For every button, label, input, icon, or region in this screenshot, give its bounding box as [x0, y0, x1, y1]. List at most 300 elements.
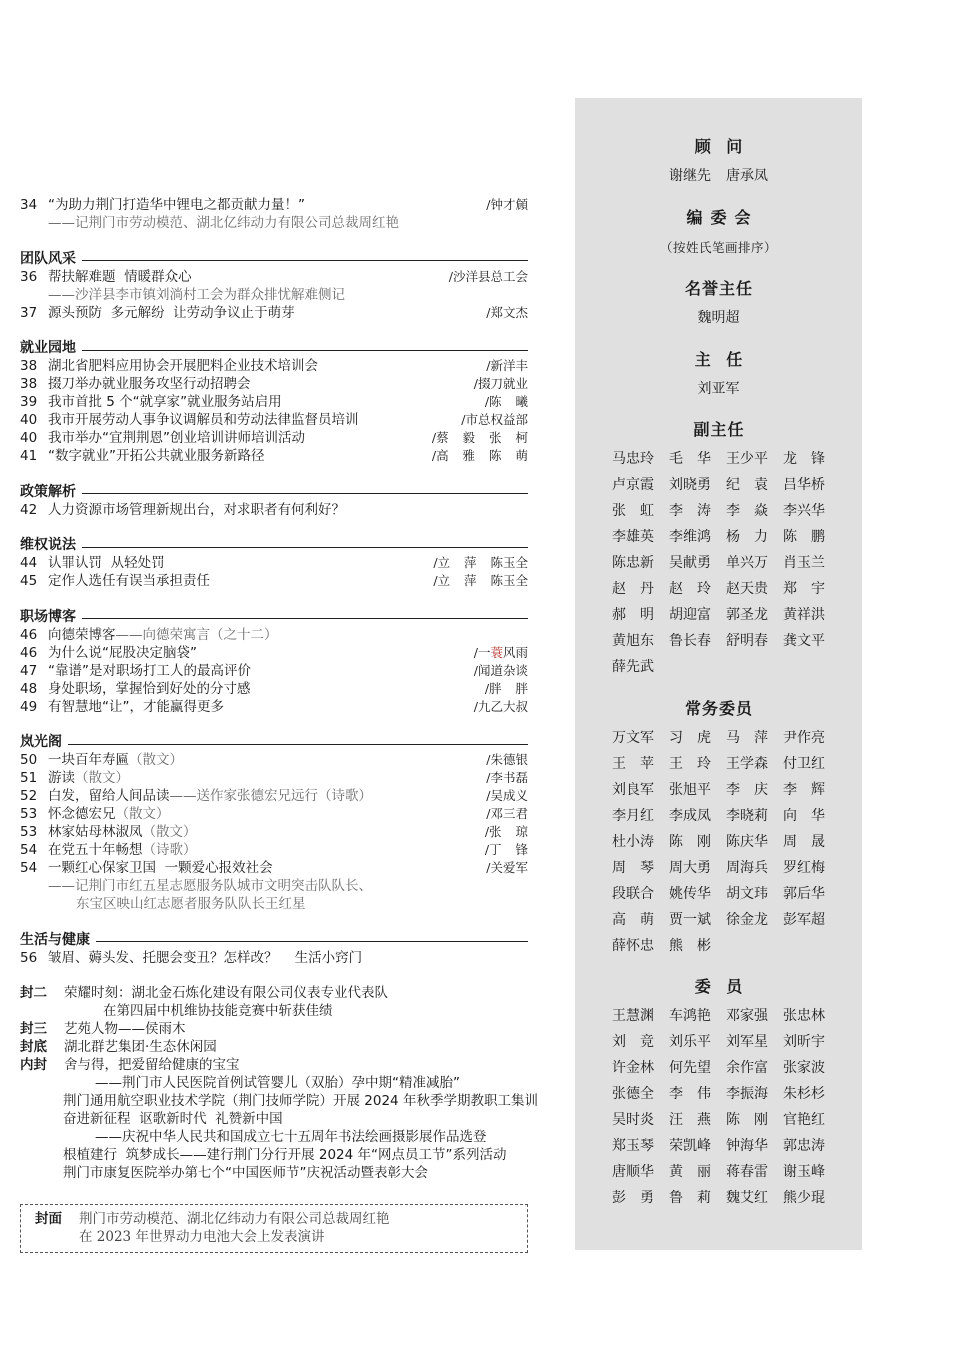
member-name: 张 虹 [612, 503, 654, 519]
member-name: 鲁 莉 [669, 1190, 711, 1206]
page-number: 34 [20, 197, 38, 213]
toc-entry [20, 823, 528, 841]
cover-line [20, 1038, 528, 1056]
entry-title [48, 823, 485, 841]
toc-sections [20, 250, 528, 967]
entry-title [48, 698, 474, 716]
member-name: 罗红梅 [783, 859, 825, 876]
member-name: 李晓莉 [726, 807, 768, 824]
entry-title [48, 769, 486, 787]
entry-title [48, 429, 432, 447]
entry-title-text: 一块百年寿匾 [48, 752, 129, 768]
group-title: 顾 问 [694, 137, 744, 156]
member-name: 周海兵 [726, 859, 768, 876]
member-name: 黄祥洪 [783, 607, 825, 623]
entry-author: /闻道杂谈 [473, 662, 528, 678]
entry-title [48, 644, 474, 662]
entry-author: /邓三君 [486, 806, 528, 821]
member-name: 高 萌 [612, 911, 654, 928]
member-name: 李振海 [726, 1086, 768, 1102]
member-name: 吕华桥 [783, 477, 825, 493]
member-name: 习 虎 [669, 729, 711, 746]
entry-title-text: 白发，留给人间品读 [48, 788, 170, 804]
entry-author: /陈 曦 [484, 394, 528, 409]
cover-subtitle: ——荆门市人民医院首例试管婴儿（双胎）孕中期“精准减胎” [95, 1075, 460, 1091]
toc-entry [20, 949, 528, 967]
member-name: 李 伟 [669, 1086, 711, 1102]
entry-author: /李书磊 [486, 770, 528, 785]
member-name: 姚传华 [669, 885, 711, 902]
member-name: 余作富 [726, 1060, 768, 1076]
section-heading [20, 339, 528, 357]
section-heading [20, 536, 528, 554]
entry-title-text: “为助力荆门打造华中锂电之都贡献力量！” [48, 197, 305, 213]
member-name: 肖玉兰 [783, 555, 825, 571]
entry-author: /郑文杰 [486, 304, 528, 320]
entry-author: /高 雅 陈 萌 [431, 448, 528, 463]
name-list [612, 305, 825, 331]
entry-title-text: 林家姑母林淑凤 [48, 824, 143, 840]
entry-title-text: 向德荣博客 [48, 626, 116, 643]
page-number: 41 [20, 448, 38, 464]
member-name: 向 华 [783, 807, 825, 824]
member-name: 李成凤 [669, 807, 711, 824]
cover-photo-text: 荆门市劳动模范、湖北亿纬动力有限公司总裁周红艳 [79, 1211, 390, 1227]
entry-title [48, 787, 486, 805]
entry-title [48, 304, 486, 322]
name-list [612, 725, 825, 959]
member-name: 车鸿艳 [669, 1008, 711, 1024]
entry-title-text: 我市首批 5 个“就享家”就业服务站启用 [48, 394, 282, 410]
member-name: 吴献勇 [669, 555, 711, 571]
entry-title-text: 帮扶解难题 情暖群众心 [48, 268, 192, 285]
page-number: 50 [20, 752, 38, 768]
cover-line [20, 1128, 528, 1146]
toc-entry [20, 357, 528, 375]
page-number: 45 [20, 573, 38, 589]
entry-subtitle: ——记荆门市红五星志愿服务队城市文明突击队队长、 [48, 878, 372, 894]
member-name: 周大勇 [669, 859, 711, 876]
toc-entry [20, 644, 528, 662]
page-number: 38 [20, 358, 38, 374]
member-name: 彭军超 [783, 911, 825, 928]
cover-title-continued: 在第四届中机维协技能竞赛中斩获佳绩 [103, 1003, 333, 1019]
member-name: 徐金龙 [726, 911, 768, 928]
entry-author: /新洋丰 [486, 358, 528, 373]
group-title: 名誉主任 [684, 279, 753, 298]
toc-entry [20, 554, 528, 572]
section-heading [20, 733, 528, 751]
member-name: 李 辉 [783, 781, 825, 798]
section-rule [96, 941, 528, 942]
entry-title-text: 游读 [48, 770, 75, 786]
entry-author: /朱德银 [486, 752, 528, 767]
entry-title [48, 751, 486, 769]
entry-author: /市总权益部 [461, 412, 528, 427]
member-name: 唐顺华 [612, 1164, 654, 1180]
entry-title [48, 268, 449, 286]
member-name: 鲁长春 [669, 633, 711, 649]
page-number: 46 [20, 644, 38, 661]
entry-title [48, 805, 486, 823]
member-name: 邓家强 [726, 1008, 768, 1024]
cover-title: 舍与得，把爱留给健康的宝宝 [64, 1057, 240, 1073]
member-name: 许金林 [612, 1060, 654, 1076]
member-name: 郭忠涛 [783, 1138, 825, 1154]
cover-label: 封二 [20, 985, 47, 1001]
entry-title-extra: （诗歌） [142, 842, 197, 858]
toc-section [20, 339, 528, 465]
entry-title-text: 认罪认罚 从轻处罚 [48, 555, 165, 571]
member-name: 段联合 [612, 885, 654, 902]
entry-author: /立 萍 陈玉全 [433, 573, 528, 588]
section-heading-text: 政策解析 [20, 483, 76, 500]
member-name: 薛怀忠 [612, 937, 654, 954]
member-name: 何先望 [669, 1060, 711, 1076]
section-rule [82, 350, 528, 351]
entry-title-text: 人力资源市场管理新规出台，对求职者有何利好？ [48, 501, 345, 518]
member-name: 毛 华 [669, 451, 711, 467]
member-name: 杨 力 [726, 529, 768, 545]
toc-entry [20, 769, 528, 787]
cover-listing [20, 984, 538, 1182]
entry-title-extra: （散文） [115, 806, 170, 822]
editorial-board-title: 编委会 [686, 207, 759, 227]
cover-photo-caption [20, 1204, 528, 1253]
entry-author: /吴成义 [486, 788, 528, 803]
entry-title [48, 393, 485, 411]
toc-section [20, 931, 528, 967]
member-name: 刘乐平 [669, 1034, 711, 1050]
toc-entry [20, 662, 528, 680]
member-name: 杜小涛 [612, 833, 654, 850]
member-name: 黄旭东 [612, 633, 654, 649]
page-number: 38 [20, 376, 38, 392]
member-name: 陈 刚 [669, 833, 711, 850]
cover-title: 湖北群艺集团·生态休闲园 [64, 1039, 217, 1055]
entry-author: /九乙大叔 [473, 698, 528, 714]
member-name: 魏艾红 [726, 1190, 768, 1206]
member-name: 陈庆华 [726, 833, 768, 850]
page-number: 42 [20, 501, 38, 518]
entry-title-text: 有智慧地“让”，才能赢得更多 [48, 698, 224, 715]
entry-title [48, 680, 485, 698]
page-number: 48 [20, 680, 38, 697]
entry-title-text: “数字就业”开拓公共就业服务新路径 [48, 448, 265, 464]
member-name: 李维鸿 [669, 529, 711, 545]
entry-author: /丁 锋 [484, 842, 528, 857]
toc-entry [20, 501, 528, 519]
member-name: 蒋春雷 [726, 1164, 768, 1180]
section-heading-text: 就业园地 [20, 340, 76, 356]
entry-title [48, 949, 528, 967]
entry-title-text: 定作人选任有误当承担责任 [48, 573, 210, 589]
member-name: 舒明春 [726, 633, 768, 649]
entry-title-extra: ——向德荣寓言（之十二） [115, 626, 278, 643]
cover-label: 内封 [20, 1057, 47, 1073]
member-name: 周 琴 [612, 859, 654, 876]
entry-title [48, 357, 486, 375]
name-list [612, 376, 825, 402]
page-number: 37 [20, 304, 38, 321]
member-name: 王 苹 [612, 755, 654, 772]
section-heading-text: 职场博客 [20, 608, 76, 625]
cover-label: 封底 [20, 1039, 47, 1055]
member-name: 朱杉杉 [783, 1086, 825, 1102]
entry-title-extra: （散文） [129, 752, 183, 768]
entry-author: /掇刀就业 [473, 376, 528, 391]
member-name: 周 晟 [783, 833, 825, 850]
entry-title [48, 447, 432, 465]
author-segment: 蓑 [490, 644, 503, 660]
member-name: 钟海华 [726, 1138, 768, 1154]
member-name: 官艳红 [783, 1112, 825, 1128]
group-title: 副主任 [693, 420, 745, 439]
entry-title-text: 源头预防 多元解纷 让劳动争议止于萌芽 [48, 304, 295, 321]
member-name: 刘 竞 [612, 1034, 654, 1050]
entry-title [48, 196, 486, 214]
member-name: 张旭平 [669, 781, 711, 798]
member-name: 赵 玲 [669, 581, 711, 597]
entry-author: /关爱军 [486, 860, 528, 875]
name-list [612, 163, 825, 189]
editorial-panel [575, 98, 862, 1250]
section-rule [82, 260, 528, 261]
member-name: 魏明超 [697, 310, 740, 326]
member-name: 刘良军 [612, 781, 654, 798]
cover-subtitle: ——庆祝中华人民共和国成立七十五周年书法绘画摄影展作品选登 [95, 1129, 487, 1145]
toc-entry [20, 805, 528, 823]
member-name: 胡迎富 [669, 607, 711, 623]
member-name: 张家波 [783, 1060, 825, 1076]
member-name: 贾一斌 [669, 911, 711, 928]
cover-item: 奋进新征程 讴歌新时代 礼赞新中国 [63, 1111, 283, 1127]
toc-entry [20, 572, 528, 590]
page-number: 46 [20, 626, 38, 643]
cover-photo-line [21, 1228, 527, 1246]
member-name: 赵天贵 [726, 581, 768, 597]
entry-title-text: 湖北省肥料应用协会开展肥料企业技术培训会 [48, 358, 318, 374]
entry-title [48, 554, 433, 572]
page-number: 56 [20, 949, 38, 966]
member-name: 刘晓勇 [669, 477, 711, 493]
toc-entry [20, 196, 528, 214]
entry-title-extra: （散文） [142, 824, 197, 840]
cover-item: 荆门通用航空职业技术学院（荆门技师学院）开展 2024 年秋季学期教职工集训 [63, 1093, 538, 1109]
page-number: 51 [20, 770, 38, 786]
member-name: 李 焱 [726, 503, 768, 519]
cover-line [20, 1092, 538, 1110]
member-name: 熊 彬 [669, 937, 711, 954]
name-list [612, 1003, 825, 1211]
member-name: 黄 丽 [669, 1164, 711, 1180]
member-name: 纪 袁 [726, 477, 768, 493]
page-number: 40 [20, 412, 38, 428]
lead-entries [20, 196, 528, 232]
entry-title-text: 在党五十年畅想 [48, 842, 143, 858]
toc-section [20, 250, 528, 322]
entry-title-text: 一颗红心保家卫国 一颗爱心报效社会 [48, 860, 273, 876]
member-name: 李 庆 [726, 781, 768, 798]
entry-author: /立 萍 陈玉全 [433, 555, 528, 570]
page-number: 36 [20, 268, 38, 285]
cover-title: 荣耀时刻：湖北金石炼化建设有限公司仪表专业代表队 [64, 985, 388, 1001]
name-list [612, 446, 825, 680]
entry-author [474, 644, 528, 662]
page-number: 39 [20, 394, 38, 410]
cover-photo-label: 封面 [35, 1211, 62, 1227]
member-name: 王少平 [726, 451, 768, 467]
entry-title-text: 我市开展劳动人事争议调解员和劳动法律监督员培训 [48, 412, 359, 428]
toc-section [20, 536, 528, 590]
table-of-contents [20, 196, 538, 1253]
member-name: 郝 明 [612, 607, 654, 623]
member-name: 谢玉峰 [783, 1164, 825, 1180]
toc-entry [20, 841, 528, 859]
toc-section [20, 608, 528, 716]
page-number: 54 [20, 842, 38, 858]
member-name: 薛先武 [612, 659, 654, 675]
member-name: 郭后华 [783, 885, 825, 902]
toc-entry [20, 429, 528, 447]
section-rule [82, 618, 528, 619]
author-segment: 风雨 [502, 644, 528, 660]
member-name: 李月红 [612, 807, 654, 824]
entry-author: /胖 胖 [484, 680, 528, 696]
cover-line [20, 1056, 528, 1074]
member-name: 吴时炎 [612, 1112, 654, 1128]
entry-subtitle: 东宝区映山红志愿者服务队队长王红星 [76, 896, 306, 912]
cover-title: 艺苑人物——侯雨木 [64, 1021, 186, 1037]
entry-title-extra: （散文） [75, 770, 129, 786]
member-name: 荣凯峰 [669, 1138, 711, 1154]
entry-title-text: 怀念德宏兄 [48, 806, 116, 822]
toc-entry [20, 698, 528, 716]
entry-subtitle: ——沙洋县李市镇刘淌村工会为群众排忧解难侧记 [48, 286, 345, 303]
toc-entry [20, 268, 528, 286]
member-name: 张忠林 [783, 1008, 825, 1024]
section-heading-text: 团队风采 [20, 250, 76, 267]
section-rule [68, 744, 528, 745]
entry-title [48, 375, 474, 393]
entry-title [48, 501, 528, 519]
section-heading-text: 岚光阁 [20, 734, 62, 750]
entry-title [48, 841, 485, 859]
member-name: 万文军 [612, 729, 654, 746]
entry-title [48, 662, 474, 680]
cover-photo-text: 在 2023 年世界动力电池大会上发表演讲 [79, 1229, 325, 1245]
member-name: 郭圣龙 [726, 607, 768, 623]
page-number: 54 [20, 860, 38, 876]
member-name: 王学森 [726, 755, 768, 772]
page-number: 53 [20, 806, 38, 822]
cover-item: 根植建行 筑梦成长——建行荆门分行开展 2024 年“网点员工节”系列活动 [63, 1147, 507, 1163]
toc-entry [20, 859, 528, 877]
page-number: 53 [20, 824, 38, 840]
toc-entry [20, 626, 528, 644]
member-name: 唐承凤 [726, 168, 768, 184]
member-name: 张德全 [612, 1086, 654, 1102]
cover-photo-line [21, 1210, 527, 1228]
cover-line [20, 1002, 528, 1020]
entry-title [48, 859, 486, 877]
member-name: 龙 锋 [783, 451, 825, 467]
page-number: 44 [20, 555, 38, 571]
member-name: 赵 丹 [612, 581, 654, 597]
section-heading-text: 维权说法 [20, 537, 76, 553]
entry-author: /钟才頠 [486, 197, 528, 212]
entry-title-text: 我市举办“宜荆荆恩”创业培训讲师培训活动 [48, 430, 305, 446]
toc-entry [20, 393, 528, 411]
member-name: 刘军星 [726, 1034, 768, 1050]
member-name: 李 涛 [669, 503, 711, 519]
page-number: 52 [20, 788, 38, 804]
member-name: 李兴华 [783, 503, 825, 519]
member-name: 彭 勇 [612, 1190, 654, 1206]
entry-title-text: 皱眉、薅头发、托腮会变丑？怎样改？ 生活小窍门 [48, 949, 363, 966]
section-heading [20, 250, 528, 268]
entry-title-text: 身处职场，掌握恰到好处的分寸感 [48, 680, 251, 697]
toc-section [20, 733, 528, 913]
group-title: 主 任 [694, 349, 744, 369]
section-heading [20, 483, 528, 501]
member-name: 王慧渊 [612, 1008, 654, 1024]
member-name: 刘亚军 [697, 380, 740, 397]
cover-line [20, 1074, 528, 1092]
member-name: 尹作亮 [783, 729, 825, 746]
entry-title [48, 411, 461, 429]
entry-title [48, 572, 433, 590]
entry-title [48, 626, 528, 644]
cover-line [20, 984, 528, 1002]
section-rule [82, 493, 528, 494]
toc-entry [20, 411, 528, 429]
group-title: 委 员 [694, 977, 744, 996]
toc-entry [20, 751, 528, 769]
cover-line [20, 1110, 528, 1128]
toc-entry [20, 680, 528, 698]
member-name: 胡文玮 [726, 885, 768, 902]
member-name: 李雄英 [612, 529, 654, 545]
member-name: 陈 鹏 [783, 529, 825, 545]
entry-author: /沙洋县总工会 [448, 268, 528, 284]
member-name: 熊少琨 [783, 1190, 825, 1206]
toc-entry [20, 375, 528, 393]
cover-line [20, 1020, 528, 1038]
section-heading [20, 931, 528, 949]
cover-line [20, 1164, 528, 1182]
entry-title-text: 掇刀举办就业服务攻坚行动招聘会 [48, 376, 251, 392]
member-name: 马 萍 [726, 729, 768, 746]
page-number: 47 [20, 662, 38, 679]
section-heading [20, 608, 528, 626]
member-name: 谢继先 [669, 168, 711, 184]
member-name: 龚文平 [783, 633, 825, 649]
member-name: 郑 宇 [783, 581, 825, 597]
group-title: 常务委员 [684, 698, 753, 718]
member-name: 陈 刚 [726, 1112, 768, 1128]
member-name: 卢京霞 [612, 477, 654, 493]
member-name: 马忠玲 [612, 451, 654, 467]
page-number: 40 [20, 430, 38, 446]
entry-title-text: “靠谱”是对职场打工人的最高评价 [48, 662, 251, 679]
sort-note: （按姓氏笔画排序） [659, 239, 777, 255]
section-rule [82, 547, 528, 548]
cover-label: 封三 [20, 1021, 47, 1037]
entry-author: /蔡 毅 张 柯 [431, 430, 528, 445]
member-name: 付卫红 [783, 755, 825, 772]
entry-subtitle: ——记荆门市劳动模范、湖北亿纬动力有限公司总裁周红艳 [48, 215, 399, 231]
